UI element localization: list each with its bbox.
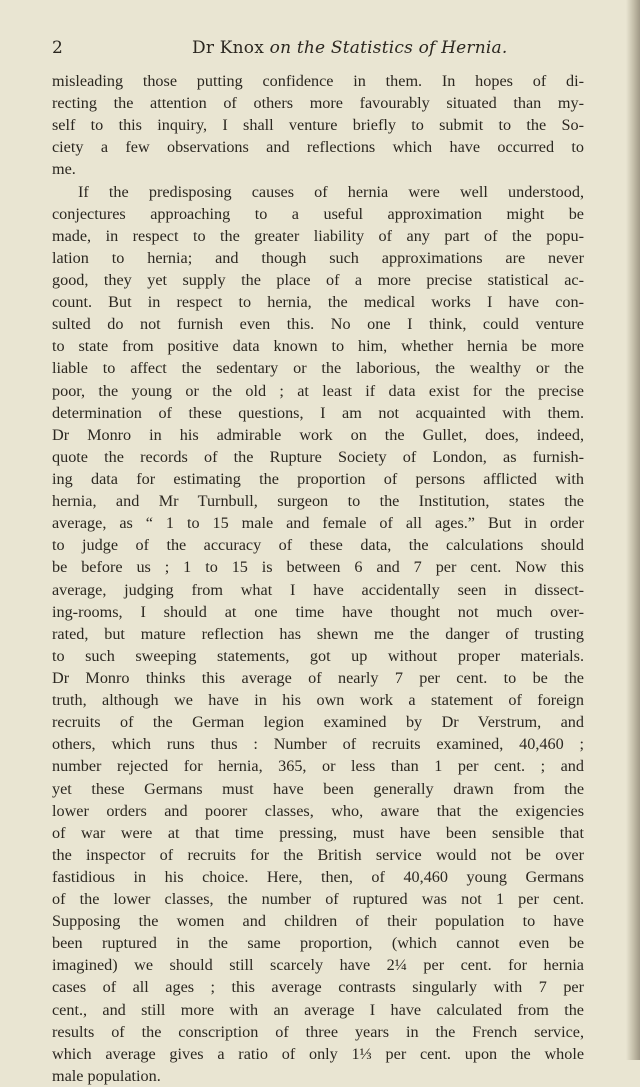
text-line: good, they yet supply the place of a more precise statistical ac- — [52, 270, 584, 289]
text-line: recting the attention of others more favourably situated than my- — [52, 94, 584, 113]
text-line: been ruptured in the same proportion, (which cannot even be — [52, 934, 584, 953]
text-line: average, as “ 1 to 15 male and female of all ages.” But in order — [52, 514, 584, 533]
running-title-author: Dr Knox — [192, 38, 265, 58]
body-text — [52, 70, 584, 1087]
text-line: to such sweeping statements, got up without proper materials. — [52, 646, 584, 665]
text-line: poor, the young or the old ; at least if data exist for the precise — [52, 381, 584, 400]
text-line: lower orders and poorer classes, who, aware that the exigencies — [52, 801, 584, 820]
running-title-italic: on the Statistics of Hernia. — [269, 38, 508, 58]
text-line: of war were at that time pressing, must have been sensible that — [52, 823, 584, 842]
text-line: cases of all ages ; this average contrasts singularly with 7 per — [52, 978, 584, 997]
text-line: imagined) we should still scarcely have 2¼ per cent. for hernia — [52, 956, 584, 975]
paragraph — [52, 181, 584, 1087]
text-line: the inspector of recruits for the British service would not be over — [52, 845, 584, 864]
text-line: ciety a few observations and reflections which have occurred to — [52, 138, 584, 157]
text-line: fastidious in his choice. Here, then, of 40,460 young Germans — [52, 867, 584, 886]
text-line: If the predisposing causes of hernia were well understood, — [78, 182, 584, 201]
text-line: be before us ; 1 to 15 is between 6 and 7 per cent. Now this — [52, 558, 584, 577]
text-line: quote the records of the Rupture Society of London, as furnish- — [52, 447, 584, 466]
text-line: cent., and still more with an average I have calculated from the — [52, 1000, 584, 1019]
running-title — [192, 38, 507, 58]
text-line: recruits of the German legion examined by Dr Verstrum, and — [52, 713, 584, 732]
text-line: average, judging from what I have accidentally seen in dissect- — [52, 580, 584, 599]
text-line: liable to affect the sedentary or the laborious, the wealthy or the — [52, 359, 584, 378]
text-line: conjectures approaching to a useful approximation might be — [52, 204, 584, 223]
text-line: ing-rooms, I should at one time have thought not much over- — [52, 602, 584, 621]
text-line: truth, although we have in his own work a statement of foreign — [52, 691, 584, 710]
text-line: male population. — [52, 1066, 161, 1085]
text-line: results of the conscription of three years in the French service, — [52, 1022, 584, 1041]
text-line: self to this inquiry, I shall venture briefly to submit to the So- — [52, 116, 584, 135]
paragraph — [52, 70, 584, 181]
text-line: others, which runs thus : Number of recruits examined, 40,460 ; — [52, 735, 584, 754]
text-line: Supposing the women and children of their population to have — [52, 912, 584, 931]
text-line: count. But in respect to hernia, the medical works I have con- — [52, 293, 584, 312]
text-line: made, in respect to the greater liability of any part of the popu- — [52, 226, 584, 245]
text-line: me. — [52, 160, 76, 179]
text-line: rated, but mature reflection has shewn me the danger of trusting — [52, 624, 584, 643]
text-line: ing data for estimating the proportion of persons afflicted with — [52, 469, 584, 488]
page-edge-shadow — [626, 0, 640, 1060]
text-line: Dr Monro thinks this average of nearly 7 per cent. to be the — [52, 668, 584, 687]
page-number: 2 — [52, 38, 63, 58]
text-line: lation to hernia; and though such approximations are never — [52, 248, 584, 267]
text-line: hernia, and Mr Turnbull, surgeon to the Institution, states the — [52, 492, 584, 511]
text-line: number rejected for hernia, 365, or less than 1 per cent. ; and — [52, 757, 584, 776]
text-line: of the lower classes, the number of ruptured was not 1 per cent. — [52, 890, 584, 909]
text-line: misleading those putting confidence in them. In hopes of di- — [52, 72, 584, 90]
text-line: determination of these questions, I am not acquainted with them. — [52, 403, 584, 422]
text-line: which average gives a ratio of only 1⅓ per cent. upon the whole — [52, 1044, 584, 1063]
text-line: yet these Germans must have been generally drawn from the — [52, 779, 584, 798]
text-line: to state from positive data known to him, whether hernia be more — [52, 337, 584, 356]
text-line: sulted do not furnish even this. No one I think, could venture — [52, 315, 584, 334]
text-line: Dr Monro in his admirable work on the Gullet, does, indeed, — [52, 425, 584, 444]
text-line: to judge of the accuracy of these data, the calculations should — [52, 536, 584, 555]
